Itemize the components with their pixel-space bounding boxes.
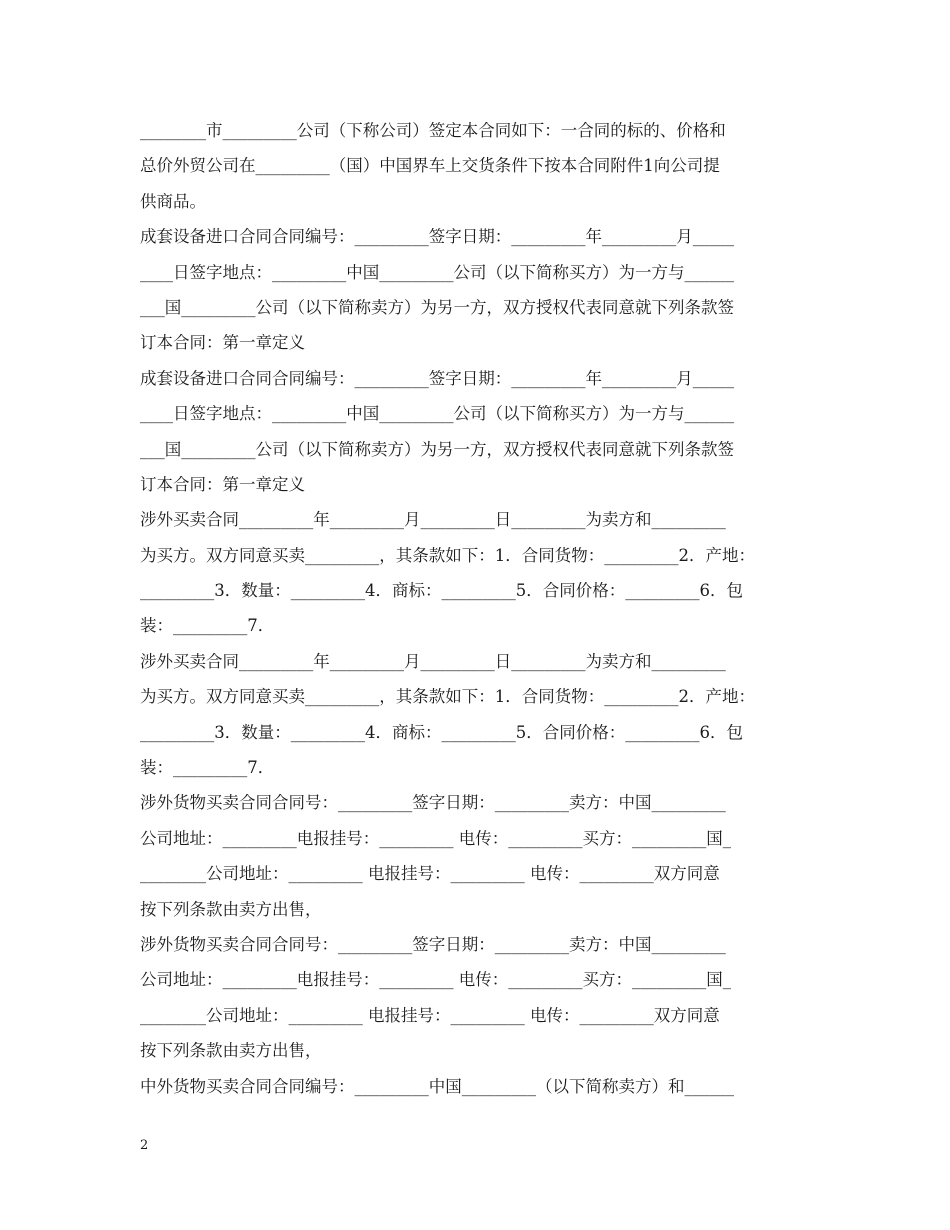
text-line: 中外货物买卖合同合同编号：_________中国_________（以下简称卖方）和______ [140, 1076, 734, 1096]
text-line: _________3．数量：_________4．商标：_________5．合同价格：_________6．包 [140, 581, 743, 601]
text-line: 涉外买卖合同_________年_________月_________日_________为卖方和_________ [140, 510, 726, 530]
text-line: ________市_________公司（下称公司）签定本合同如下：一合同的标的、价格和 [140, 121, 726, 140]
text-line: 总价外贸公司在_________（国）中国界车上交货条件下按本合同附件1向公司提 [140, 156, 720, 176]
text-line: ________公司地址：_________ 电报挂号：_________ 电传：_________双方同意 [140, 1005, 720, 1025]
text-line: 装：_________7． [140, 758, 275, 778]
text-line: 涉外买卖合同_________年_________月_________日_________为卖方和_________ [140, 651, 726, 671]
text-line: 涉外货物买卖合同合同号：_________签字日期：_________卖方：中国_________ [140, 934, 726, 954]
text-line: 为买方。双方同意买卖_________，其条款如下：1．合同货物：_________2．产地： [140, 545, 755, 565]
text-line: 供商品。 [140, 191, 206, 211]
text-line: 按下列条款由卖方出售， [140, 1041, 322, 1061]
text-line: 公司地址：_________电报挂号：_________ 电传：_________买方：_________国_ [140, 970, 731, 990]
text-line: 按下列条款由卖方出售， [140, 899, 322, 919]
text-line: ____日签字地点：_________中国_________公司（以下简称买方）为一方与______ [140, 262, 734, 282]
text-line: ________公司地址：_________ 电报挂号：_________ 电传：_________双方同意 [140, 864, 720, 884]
text-line: _________3．数量：_________4．商标：_________5．合同价格：_________6．包 [140, 722, 743, 742]
text-line: 订本合同：第一章定义 [140, 474, 305, 494]
page-number: 2 [140, 1138, 149, 1153]
text-line: ___国_________公司（以下简称卖方）为另一方，双方授权代表同意就下列条款签 [140, 297, 734, 317]
text-line: ____日签字地点：_________中国_________公司（以下简称买方）为一方与______ [140, 404, 734, 424]
text-line: 为买方。双方同意买卖_________，其条款如下：1．合同货物：_________2．产地： [140, 687, 755, 707]
text-line: ___国_________公司（以下简称卖方）为另一方，双方授权代表同意就下列条款签 [140, 439, 734, 459]
text-line: 装：_________7． [140, 616, 275, 636]
text-line: 成套设备进口合同合同编号：_________签字日期：_________年_________月_____ [140, 368, 734, 388]
text-line: 公司地址：_________电报挂号：_________ 电传：_________买方：_________国_ [140, 828, 731, 848]
text-line: 成套设备进口合同合同编号：_________签字日期：_________年_________月_____ [140, 227, 734, 247]
text-line: 订本合同：第一章定义 [140, 333, 305, 353]
text-line: 涉外货物买卖合同合同号：_________签字日期：_________卖方：中国_________ [140, 793, 726, 813]
document-body [140, 113, 812, 1104]
